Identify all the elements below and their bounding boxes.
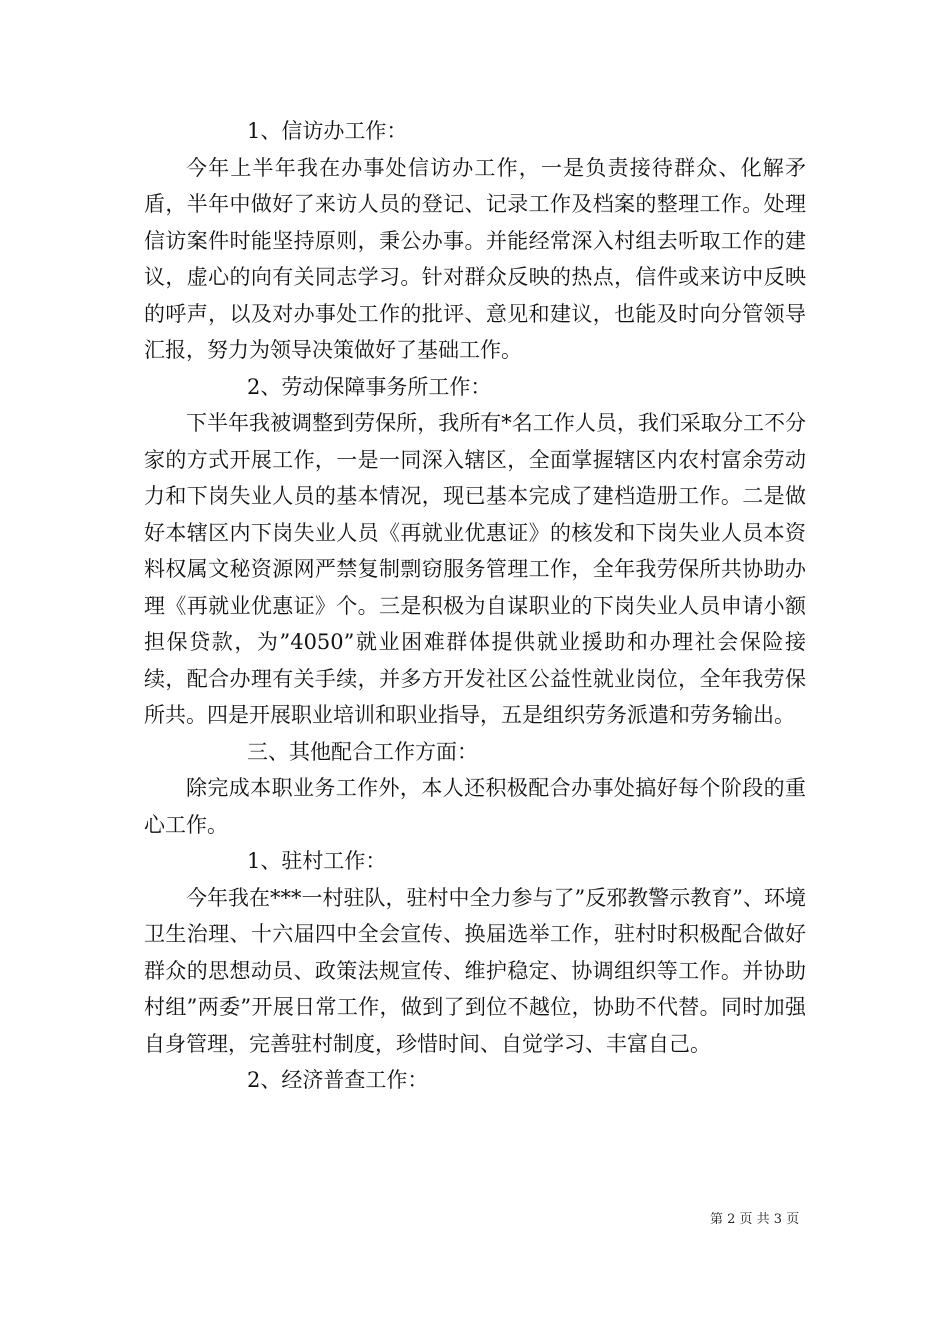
document-body — [144, 113, 806, 1099]
section-heading-economic-census: 2、经济普查工作： — [247, 1068, 429, 1092]
section-heading-village-work: 1、驻村工作： — [247, 849, 387, 873]
paragraph-village-work: 今年我在***一村驻队，驻村中全力参与了”反邪教警示教育”、环境卫生治理、十六届四中全会宣传、换届选举工作，驻村时积极配合做好群众的思想动员、政策法规宣传、维护稳定、协调组织等工作。并协助村组”两委”开展日常工作，做到了到位不越位，协助不代替。同时加强自身管理，完善驻村制度，珍惜时间、自觉学习、丰富自己。 — [144, 885, 806, 1056]
section-heading-other-work: 三、其他配合工作方面： — [247, 739, 478, 764]
section-heading-labor-security: 2、劳动保障事务所工作： — [247, 374, 492, 399]
paragraph-petition-office: 今年上半年我在办事处信访办工作，一是负责接待群众、化解矛盾，半年中做好了来访人员的登记、记录工作及档案的整理工作。处理信访案件时能坚持原则，秉公办事。并能经常深入村组去听取工作的建议，虚心的向有关同志学习。针对群众反映的热点，信件或来访中反映的呼声，以及对办事处工作的批评、意见和建议，也能及时向分管领导汇报，努力为领导决策做好了基础工作。 — [144, 155, 806, 362]
paragraph-other-work: 除完成本职业务工作外，本人还积极配合办事处搞好每个阶段的重心工作。 — [144, 776, 806, 837]
paragraph-labor-security: 下半年我被调整到劳保所，我所有*名工作人员，我们采取分工不分家的方式开展工作，一是一同深入辖区，全面掌握辖区内农村富余劳动力和下岗失业人员的基本情况，现已基本完成了建档造册工作。二是做好本辖区内下岗失业人员《再就业优惠证》的核发和下岗失业人员本资料权属文秘资源网严禁复制剽窃服务管理工作，全年我劳保所共协助办理《再就业优惠证》个。三是积极为自谋职业的下岗失业人员申请小额担保贷款，为”4050”就业困难群体提供就业援助和办理社会保险接续，配合办理有关手续，并多方开发社区公益性就业岗位，全年我劳保所共。四是开展职业培训和职业指导，五是组织劳务派遣和劳务输出。 — [144, 411, 806, 727]
page-number-footer: 第 2 页 共 3 页 — [710, 1212, 800, 1227]
section-heading-petition-office: 1、信访办工作： — [247, 119, 408, 143]
